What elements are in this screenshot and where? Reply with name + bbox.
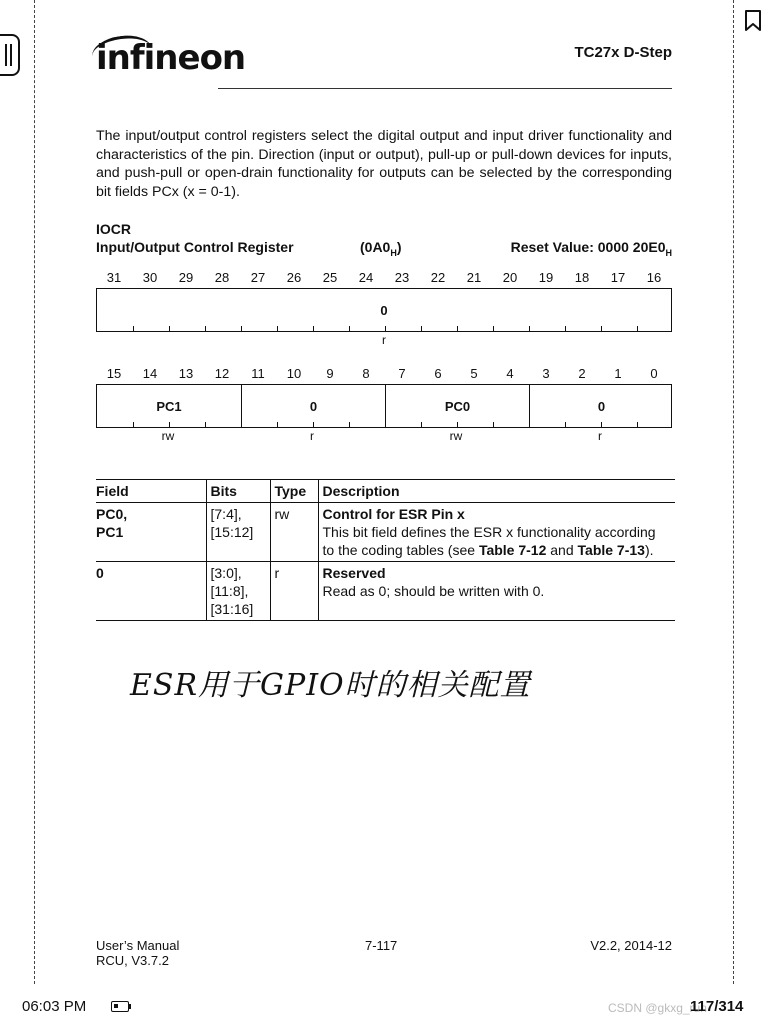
bit-number: 29: [178, 270, 194, 285]
bit-number: 14: [142, 366, 158, 381]
bit-number: 23: [394, 270, 410, 285]
access-reserved-11-8: r: [310, 429, 314, 443]
upper-field-reserved: 0: [380, 302, 388, 318]
register-address: $(0A0_H)$: [360, 239, 402, 258]
bit-number: 20: [502, 270, 518, 285]
bit-tick: [457, 422, 458, 427]
bit-number: 19: [538, 270, 554, 285]
battery-tip: [129, 1004, 131, 1009]
bit-tick: [349, 326, 350, 331]
bit-tick: [241, 326, 242, 331]
bit-number: 16: [646, 270, 662, 285]
right-page-edge: [733, 0, 734, 984]
bit-number: 27: [250, 270, 266, 285]
bit-number: 0: [650, 366, 658, 381]
bit-tick: [529, 326, 530, 331]
bit-tick: [313, 422, 314, 427]
bit-tick: [565, 422, 566, 427]
field-reserved-11-8: 0: [241, 385, 385, 427]
bit-number: 21: [466, 270, 482, 285]
field-reserved-3-0: 0: [529, 385, 673, 427]
bit-tick: [277, 422, 278, 427]
page-counter[interactable]: 117/314: [690, 998, 744, 1015]
footer-chapter: RCU, V3.7.2: [96, 953, 169, 968]
access-pc1: rw: [161, 429, 175, 443]
bit-number: 4: [506, 366, 514, 381]
description-cell: Control for ESR Pin x This bit field defines the ESR x functionality according to the coding tables (see Table 7-12 and Table 7-13).: [318, 503, 675, 562]
register-description: Input/Output Control Register: [96, 239, 294, 255]
bit-tick: [133, 326, 134, 331]
bit-tick: [277, 326, 278, 331]
bit-tick: [133, 422, 134, 427]
table-row: [96, 562, 675, 621]
footer-page-number: 7-117: [365, 938, 398, 953]
footer-manual: User’s Manual: [96, 938, 180, 953]
bit-tick: [205, 326, 206, 331]
header-bits: Bits: [206, 480, 270, 503]
bit-number: 2: [578, 366, 586, 381]
bit-tick: [637, 422, 638, 427]
header-field: Field: [96, 480, 206, 503]
bit-number: 31: [106, 270, 122, 285]
access-pc0: rw: [449, 429, 463, 443]
bit-number: 11: [251, 366, 265, 381]
clock-time: 06:03 PM: [22, 998, 87, 1015]
bit-number: 18: [574, 270, 590, 285]
company-logo: infineon: [96, 38, 246, 78]
bit-number: 6: [434, 366, 442, 381]
register-reset-value: Reset Value: 0000 $20E0_H$: [510, 239, 672, 258]
bit-number: 22: [430, 270, 446, 285]
bits-cell: [3:0], [11:8], [31:16]: [206, 562, 270, 621]
bit-number: 28: [214, 270, 230, 285]
bit-number: 9: [326, 366, 334, 381]
bit-tick: [169, 422, 170, 427]
bit-number: 26: [286, 270, 302, 285]
field-cell: 0: [96, 562, 206, 621]
bit-tick: [457, 326, 458, 331]
bit-tick: [493, 326, 494, 331]
bit-number: 10: [286, 366, 302, 381]
register-name: IOCR: [96, 221, 131, 237]
header-type: Type: [270, 480, 318, 503]
table-reference-link[interactable]: Table 7-12: [478, 542, 547, 558]
bit-tick: [385, 326, 386, 331]
bit-tick: [637, 326, 638, 331]
bit-number: 30: [142, 270, 158, 285]
bit-tick: [205, 422, 206, 427]
bit-number: 13: [178, 366, 194, 381]
bit-number: 12: [214, 366, 230, 381]
bit-tick: [565, 326, 566, 331]
menu-handle-icon[interactable]: [0, 34, 20, 76]
bit-tick: [349, 422, 350, 427]
bit-number: 15: [106, 366, 122, 381]
type-cell: rw: [270, 503, 318, 562]
bit-tick: [313, 326, 314, 331]
bit-tick: [529, 422, 530, 427]
bit-tick: [421, 326, 422, 331]
footer-version: V2.2, 2014-12: [590, 938, 672, 953]
bookmark-icon[interactable]: [744, 10, 762, 32]
bit-number: 25: [322, 270, 338, 285]
field-cell: PC0, PC1: [96, 503, 206, 562]
access-reserved-3-0: r: [598, 429, 602, 443]
bit-number: 8: [362, 366, 370, 381]
bits-cell: [7:4], [15:12]: [206, 503, 270, 562]
bit-number: 1: [614, 366, 622, 381]
bit-number: 17: [610, 270, 626, 285]
header-rule: [218, 88, 672, 89]
bit-tick: [385, 422, 386, 427]
table-header-row: [96, 480, 675, 503]
battery-icon: [111, 1001, 129, 1012]
handwritten-note: ESR用于GPIO时的相关配置: [130, 668, 531, 703]
intro-paragraph: The input/output control registers select the digital output and input driver functionality and characteristics of the pin. Direction (input or output), pull-up or pull-down devices for inputs, and push-pull or open-drain functionality for outputs can be selected by the corresponding bit fields PCx (x = 0-1).: [96, 128, 672, 200]
bit-tick: [493, 422, 494, 427]
bit-tick: [421, 422, 422, 427]
upper-register-box: [96, 288, 672, 332]
watermark: CSDN @gkxg_run: [608, 1001, 707, 1015]
type-cell: r: [270, 562, 318, 621]
bit-tick: [601, 326, 602, 331]
left-page-edge: [34, 0, 35, 984]
bit-number: 5: [470, 366, 478, 381]
field-table: [96, 479, 675, 621]
field-pc0: PC0: [385, 385, 529, 427]
bit-number: 24: [358, 270, 374, 285]
bit-tick: [241, 422, 242, 427]
table-reference-link[interactable]: Table 7-13: [577, 542, 645, 558]
document-title: TC27x D-Step: [574, 44, 672, 61]
bit-tick: [169, 326, 170, 331]
upper-access: r: [382, 333, 386, 347]
description-cell: Reserved Read as 0; should be written with 0.: [318, 562, 675, 621]
lower-register-box: [96, 384, 672, 428]
table-row: [96, 503, 675, 562]
bit-number: 3: [542, 366, 550, 381]
header-description: Description: [318, 480, 675, 503]
bit-number: 7: [398, 366, 406, 381]
bit-tick: [601, 422, 602, 427]
field-pc1: PC1: [156, 398, 182, 414]
